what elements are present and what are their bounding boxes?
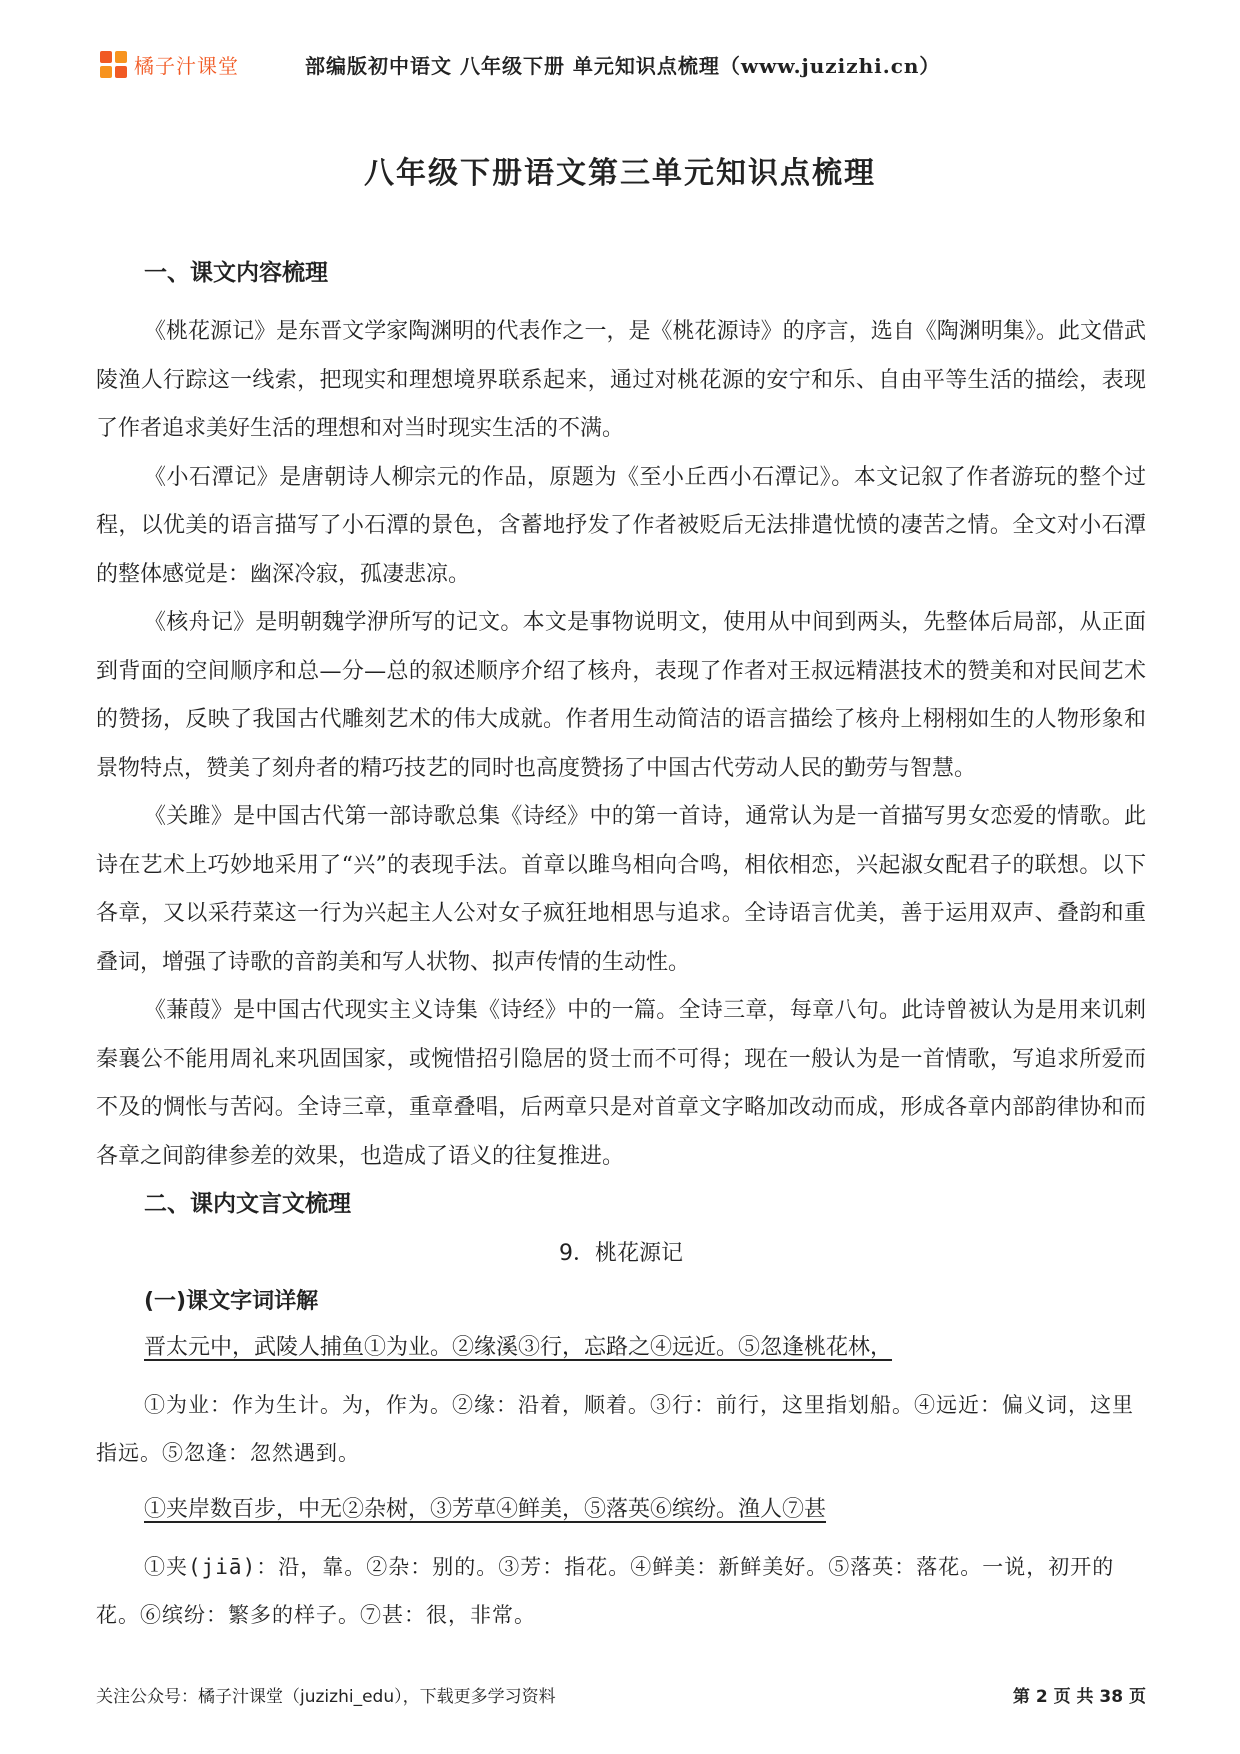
word-notes: ①为业：作为生计。为，作为。②缘：沿着，顺着。③行：前行，这里指划船。④远近：偏义词，这里指远。⑤忽逢：忽然遇到。: [96, 1393, 1134, 1465]
logo-text: 橘子汁课堂: [134, 54, 239, 78]
paragraph: 《小石潭记》是唐朝诗人柳宗元的作品，原题为《至小丘西小石潭记》。本文记叙了作者游玩的整个过程，以优美的语言描写了小石潭的景色，含蓄地抒发了作者被贬后无法排遣忧愤的凄苦之情。全文对小石潭的整体感觉是：幽深冷寂，孤凄悲凉。: [96, 464, 1146, 587]
page-number: 第 2 页 共 38 页: [1012, 1687, 1146, 1707]
document-body: [96, 258, 1146, 1657]
sub-heading: (一)课文字词详解: [144, 1289, 319, 1314]
paragraph: 《核舟记》是明朝魏学洢所写的记文。本文是事物说明文，使用从中间到两头，先整体后局部，从正面到背面的空间顺序和总—分—总的叙述顺序介绍了核舟，表现了作者对王叔远精湛技术的赞美和对民间艺术的赞扬，反映了我国古代雕刻艺术的伟大成就。作者用生动简洁的语言描绘了核舟上栩栩如生的人物形象和景物特点，赞美了刻舟者的精巧技艺的同时也高度赞扬了中国古代劳动人民的勤劳与智慧。: [96, 610, 1146, 781]
logo-icon: [100, 51, 128, 79]
paragraph: 《关雎》是中国古代第一部诗歌总集《诗经》中的第一首诗，通常认为是一首描写男女恋爱的情歌。此诗在艺术上巧妙地采用了“兴”的表现手法。首章以雎鸟相向合鸣，相依相恋，兴起淑女配君子的联想。以下各章，又以采荇菜这一行为兴起主人公对女子疯狂地相思与追求。全诗语言优美，善于运用双声、叠韵和重叠词，增强了诗歌的音韵美和写人状物、拟声传情的生动性。: [96, 804, 1146, 975]
footer-promo: 关注公众号：橘子汁课堂（juzizhi_edu），下载更多学习资料: [96, 1687, 556, 1707]
original-text-line: 晋太元中，武陵人捕鱼①为业。②缘溪③行，忘路之④远近。⑤忽逢桃花林，: [144, 1335, 893, 1360]
original-text-line: ①夹岸数百步，中无②杂树，③芳草④鲜美，⑤落英⑥缤纷。渔人⑦甚: [144, 1497, 827, 1522]
word-notes: ①夹(jiā)：沿，靠。②杂：别的。③芳：指花。④鲜美：新鲜美好。⑤落英：落花。一说，初开的花。⑥缤纷：繁多的样子。⑦甚：很，非常。: [96, 1555, 1115, 1627]
section-heading: 一、课文内容梳理: [144, 260, 328, 286]
header-title: 部编版初中语文 八年级下册 单元知识点梳理（www.juzizhi.cn）: [305, 54, 941, 78]
page-title: 八年级下册语文第三单元知识点梳理: [364, 156, 876, 191]
paragraph: 《桃花源记》是东晋文学家陶渊明的代表作之一，是《桃花源诗》的序言，选自《陶渊明集》。此文借武陵渔人行踪这一线索，把现实和理想境界联系起来，通过对桃花源的安宁和乐、自由平等生活的描绘，表现了作者追求美好生活的理想和对当时现实生活的不满。: [96, 319, 1146, 441]
page-header: [100, 44, 1160, 84]
section-heading: 二、课内文言文梳理: [144, 1191, 351, 1217]
brand-logo: [100, 50, 239, 79]
paragraph: 《蒹葭》是中国古代现实主义诗集《诗经》中的一篇。全诗三章，每章八句。此诗曾被认为是用来讥刺秦襄公不能用周礼来巩固国家，或惋惜招引隐居的贤士而不可得；现在一般认为是一首情歌，写追求所爱而不及的惆怅与苦闷。全诗三章，重章叠唱，后两章只是对首章文字略加改动而成，形成各章内部韵律协和而各章之间韵律参差的效果，也造成了语义的往复推进。: [96, 998, 1146, 1169]
lesson-title: 9．桃花源记: [559, 1241, 683, 1266]
page-footer: [96, 1682, 1146, 1712]
